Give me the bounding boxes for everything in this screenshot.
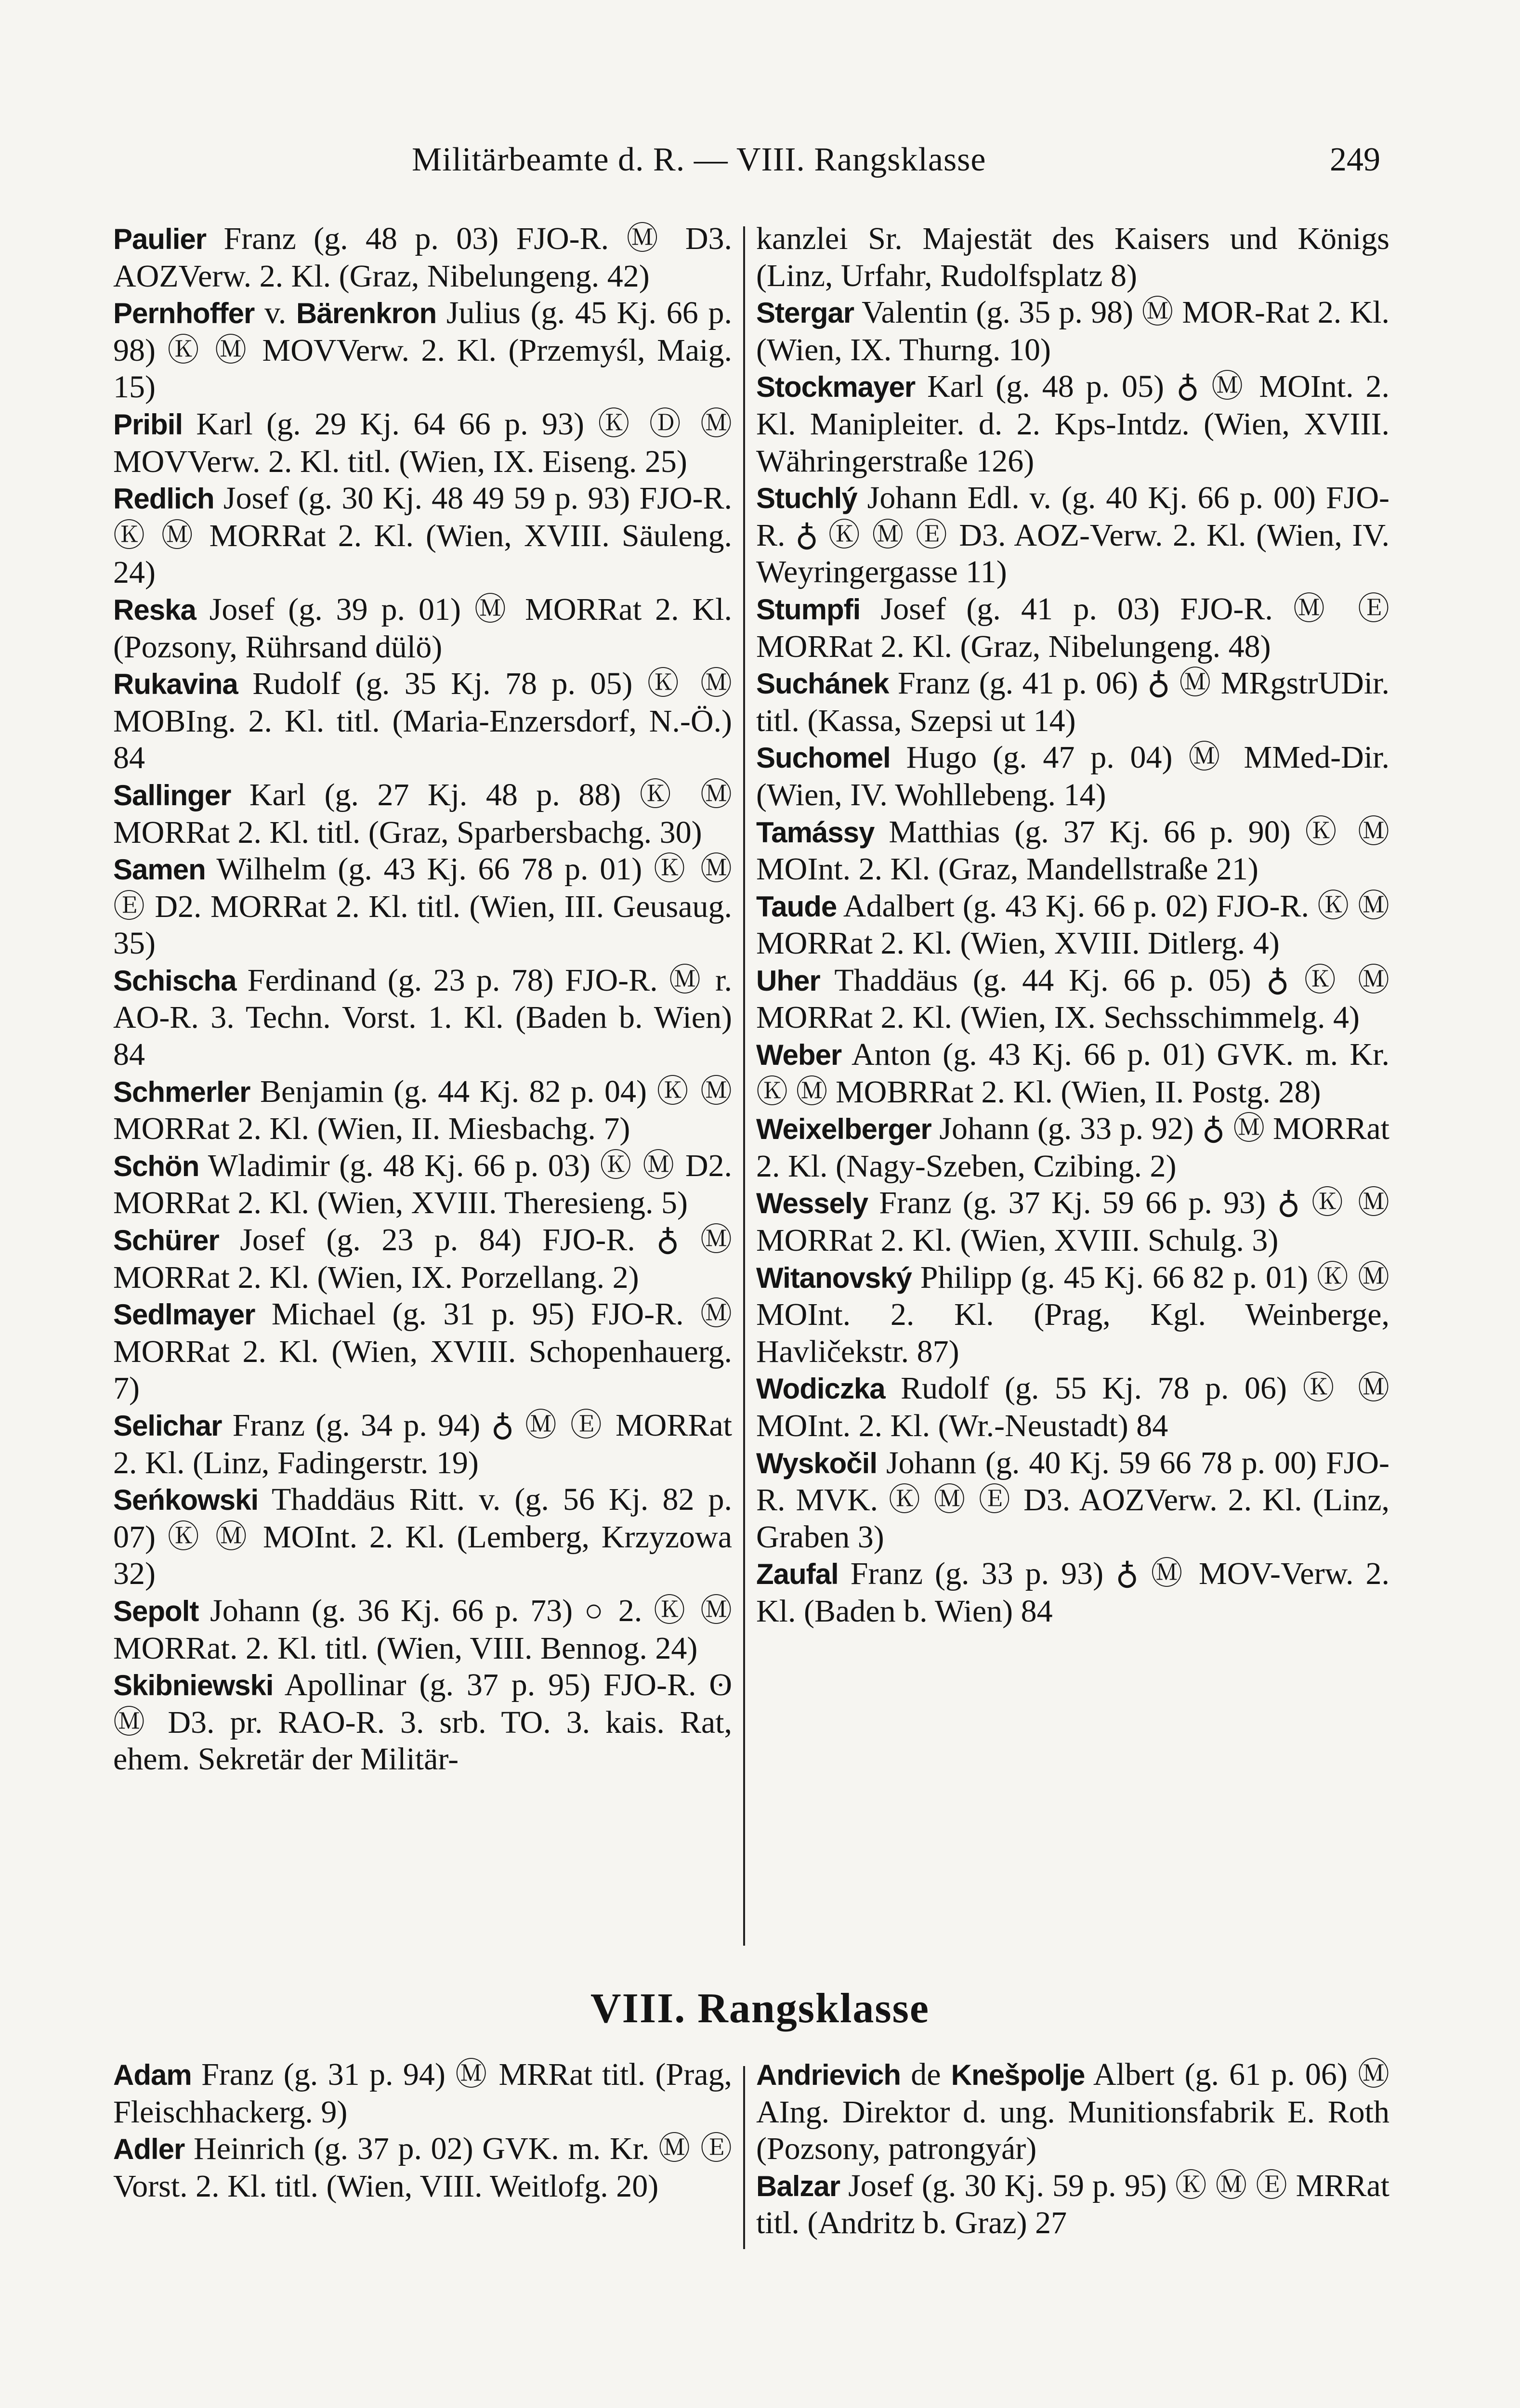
entry-name: Stumpfi [756,593,861,626]
list-item [756,294,1389,368]
list-item [113,221,732,295]
entry-name: Samen [113,853,206,886]
list-item [113,480,732,591]
list-item [756,1445,1389,1556]
entry-name: Balzar [756,2170,840,2202]
entry-name: Schmerler [113,1075,250,1108]
list-item [756,1185,1389,1259]
list-item [113,1593,732,1667]
list-item [756,814,1389,888]
entry-name: Stuchlý [756,482,857,515]
entry-text: Franz (g. 48 p. 03) FJO-R. Ⓜ D3. AOZVerw. 2. Kl. (Graz, Nibelungeng. 42) [113,221,732,294]
entry-name: Suchomel [756,742,891,774]
entry-text: Apollinar (g. 37 p. 95) FJO-R. ʘ Ⓜ D3. pr. RAO-R. 3. srb. TO. 3. kais. Rat, ehem. Sekretär der Militär- [113,1667,732,1777]
entry-text: Valentin (g. 35 p. 98) Ⓜ MOR-Rat 2. Kl. (Wien, IX. Thurng. 10) [756,295,1389,367]
entry-text: Franz (g. 31 p. 94) Ⓜ MRRat titl. (Prag, Fleischhackerg. 9) [113,2057,732,2130]
entry-name: Skibniewski [113,1669,274,1702]
entry-text: Josef (g. 30 Kj. 48 49 59 p. 93) FJO-R. Ⓚ Ⓜ MORRat 2. Kl. (Wien, XVIII. Säuleng. 24) [113,481,732,590]
entry-name: Uher [756,964,820,997]
list-item [756,739,1389,813]
list-item [756,1556,1389,1630]
entry-name: Stergar [756,297,854,329]
list-item [113,2131,732,2205]
entry-text: Josef (g. 30 Kj. 59 p. 95) Ⓚ Ⓜ Ⓔ MRRat titl. (Andritz b. Graz) 27 [756,2168,1389,2241]
entry-text-2: Julius (g. 45 Kj. 66 p. 98) Ⓚ Ⓜ MOVVerw. 2. Kl. (Przemyśl, Maig. 15) [113,295,732,405]
entry-name: Wyskočil [756,1447,878,1479]
list-item [113,591,732,666]
entry-text-2: Albert (g. 61 p. 06) Ⓜ AIng. Direktor d. ung. Munitionsfabrik E. Roth (Pozsony, patrongyár) [756,2057,1389,2167]
entry-text: Karl (g. 29 Kj. 64 66 p. 93) Ⓚ Ⓓ Ⓜ MOVVerw. 2. Kl. titl. (Wien, IX. Eiseng. 25) [113,406,732,479]
entry-text: Franz (g. 41 p. 06) ♁ Ⓜ MRgstrUDir. titl. (Kassa, Szepsi ut 14) [756,666,1389,738]
entry-text: Philipp (g. 45 Kj. 66 82 p. 01) Ⓚ Ⓜ MOInt. 2. Kl. (Prag, Kgl. Weinberge, Havličekstr. 87) [756,1259,1389,1369]
entry-name: Paulier [113,223,207,255]
entry-name: Seńkowski [113,1484,259,1517]
list-item [113,1481,732,1593]
list-item [756,591,1389,665]
list-item [756,2168,1389,2242]
column-divider [743,2066,745,2249]
left-column [113,221,732,1778]
entry-text: Johann (g. 36 Kj. 66 p. 73) ○ 2. Ⓚ Ⓜ MORRat. 2. Kl. titl. (Wien, VIII. Bennog. 24) [113,1593,732,1666]
entry-name: Selichar [113,1410,222,1442]
entry-text: Adalbert (g. 43 Kj. 66 p. 02) FJO-R. Ⓚ Ⓜ MORRat 2. Kl. (Wien, XVIII. Ditlerg. 4) [756,888,1389,961]
entry-name: Sepolt [113,1595,199,1627]
list-item [113,1222,732,1296]
entry-text: Thaddäus Ritt. v. (g. 56 Kj. 82 p. 07) Ⓚ Ⓜ MOInt. 2. Kl. (Lemberg, Krzyzowa 32) [113,1482,732,1592]
entry-text: Josef (g. 23 p. 84) FJO-R. ♁ Ⓜ MORRat 2. Kl. (Wien, IX. Porzellang. 2) [113,1222,732,1295]
entry-text: Johann (g. 40 Kj. 59 66 78 p. 00) FJO-R. MVK. Ⓚ Ⓜ Ⓔ D3. AOZVerw. 2. Kl. (Linz, Graben 3) [756,1445,1389,1555]
list-item [113,295,732,406]
list-item [756,1259,1389,1371]
entry-text: Anton (g. 43 Kj. 66 p. 01) GVK. m. Kr. Ⓚ Ⓜ MOBRRat 2. Kl. (Wien, II. Postg. 28) [756,1037,1389,1110]
entry-name: Pribil [113,408,183,441]
entry-name-2: Knešpolje [951,2059,1085,2091]
page-header [0,141,1520,194]
list-item [113,1073,732,1148]
section-left-column [113,2056,732,2205]
list-item [756,888,1389,962]
list-item [756,480,1389,591]
entry-name: Stockmayer [756,371,916,404]
entry-text: Johann Edl. v. (g. 40 Kj. 66 p. 00) FJO-R. ♁ Ⓚ Ⓜ Ⓔ D3. AOZ-Verw. 2. Kl. (Wien, IV. Weyringergasse 11) [756,480,1389,590]
list-item [756,962,1389,1036]
list-item [113,666,732,777]
entry-text: Johann (g. 33 p. 92) ♁ Ⓜ MORRat 2. Kl. (Nagy-Szeben, Czibing. 2) [756,1111,1389,1184]
entry-name: Sedlmayer [113,1298,255,1331]
list-item [113,1296,732,1407]
entry-name: Wessely [756,1187,868,1220]
entry-text: Hugo (g. 47 p. 04) Ⓜ MMed-Dir. (Wien, IV. Wohllebeng. 14) [756,740,1389,812]
list-item [113,1407,732,1481]
entry-text: Karl (g. 48 p. 05) ♁ Ⓜ MOInt. 2. Kl. Manipleiter. d. 2. Kps-Intdz. (Wien, XVIII. Währingerstraße 126) [756,369,1389,479]
section-heading: VIII. Rangsklasse [590,1985,930,2032]
entry-text: Wilhelm (g. 43 Kj. 66 78 p. 01) Ⓚ Ⓜ Ⓔ D2. MORRat 2. Kl. titl. (Wien, III. Geusaug. 35) [113,851,732,961]
section-right-column [756,2056,1389,2242]
entry-name: Zaufal [756,1558,839,1591]
list-item [756,665,1389,739]
entry-text: Franz (g. 34 p. 94) ♁ Ⓜ Ⓔ MORRat 2. Kl. (Linz, Fadingerstr. 19) [113,1408,732,1480]
entry-name: Witanovský [756,1261,912,1294]
entry-text: Josef (g. 41 p. 03) FJO-R. Ⓜ Ⓔ MORRat 2. Kl. (Graz, Nibelungeng. 48) [756,591,1389,664]
list-item [756,1036,1389,1111]
entry-text: Matthias (g. 37 Kj. 66 p. 90) Ⓚ Ⓜ MOInt. 2. Kl. (Graz, Mandellstraße 21) [756,814,1389,887]
entry-text: Heinrich (g. 37 p. 02) GVK. m. Kr. Ⓜ Ⓔ Vorst. 2. Kl. titl. (Wien, VIII. Weitlofg. 20) [113,2131,732,2204]
entry-text: Franz (g. 37 Kj. 59 66 p. 93) ♁ Ⓚ Ⓜ MORRat 2. Kl. (Wien, XVIII. Schulg. 3) [756,1185,1389,1258]
list-item [113,962,732,1073]
entry-name: Pernhoffer [113,297,255,330]
list-item [113,851,732,962]
list-item [756,2056,1389,2168]
entry-text: Rudolf (g. 35 Kj. 78 p. 05) Ⓚ Ⓜ MOBIng. 2. Kl. titl. (Maria-Enzersdorf, N.-Ö.) 84 [113,666,732,776]
entry-text: Rudolf (g. 55 Kj. 78 p. 06) Ⓚ Ⓜ MOInt. 2. Kl. (Wr.-Neustadt) 84 [756,1371,1389,1443]
entry-name: Taude [756,890,837,923]
entry-name: Schischa [113,964,236,997]
entry-name: Sallinger [113,779,231,811]
column-divider [743,226,745,1946]
entry-text: v. [254,295,297,331]
entry-text: Ferdinand (g. 23 p. 78) FJO-R. Ⓜ r. AO-R. 3. Techn. Vorst. 1. Kl. (Baden b. Wien) 84 [113,962,732,1073]
list-item [113,777,732,851]
entry-name: Wodiczka [756,1373,885,1405]
entry-name: Weber [756,1039,842,1072]
entry-name: Suchánek [756,667,889,700]
entry-text: Benjamin (g. 44 Kj. 82 p. 04) Ⓚ Ⓜ MORRat 2. Kl. (Wien, II. Miesbachg. 7) [113,1073,732,1147]
entry-name: Rukavina [113,668,238,701]
right-column [756,221,1389,1630]
list-item [756,368,1389,480]
entry-name: Schön [113,1150,199,1182]
entry-text: Thaddäus (g. 44 Kj. 66 p. 05) ♁ Ⓚ Ⓜ MORRat 2. Kl. (Wien, IX. Sechsschimmelg. 4) [756,962,1389,1035]
entry-name: Schürer [113,1224,219,1257]
entry-text: Wladimir (g. 48 Kj. 66 p. 03) Ⓚ Ⓜ D2. MORRat 2. Kl. (Wien, XVIII. Theresieng. 5) [113,1148,732,1221]
list-item [756,1370,1389,1444]
entry-name-2: Bärenkron [296,297,437,330]
list-item [756,1111,1389,1185]
entry-text: Franz (g. 33 p. 93) ♁ Ⓜ MOV-Verw. 2. Kl. (Baden b. Wien) 84 [756,1556,1389,1629]
entry-name: Weixelberger [756,1113,931,1146]
entry-text: Michael (g. 31 p. 95) FJO-R. Ⓜ MORRat 2. Kl. (Wien, XVIII. Schopenhauerg. 7) [113,1296,732,1406]
entry-name: Reska [113,593,196,626]
entry-text: Josef (g. 39 p. 01) Ⓜ MORRat 2. Kl. (Pozsony, Rührsand dülö) [113,591,732,665]
list-item [113,406,732,480]
running-title: Militärbeamte d. R. — VIII. Rangsklasse [412,141,986,178]
entry-name: Redlich [113,483,214,515]
continued-entry: kanzlei Sr. Majestät des Kaisers und Königs (Linz, Urfahr, Rudolfsplatz 8) [756,221,1389,293]
list-item [113,1148,732,1222]
page-number: 249 [1330,141,1380,178]
entry-name: Adler [113,2133,185,2166]
list-item [113,2056,732,2131]
entry-name: Andrievich [756,2059,901,2091]
list-item [113,1667,732,1778]
entry-name: Tamássy [756,816,875,849]
entry-text: Karl (g. 27 Kj. 48 p. 88) Ⓚ Ⓜ MORRat 2. Kl. titl. (Graz, Sparbersbachg. 30) [113,777,732,850]
entry-text: de [901,2057,951,2092]
entry-name: Adam [113,2059,192,2091]
